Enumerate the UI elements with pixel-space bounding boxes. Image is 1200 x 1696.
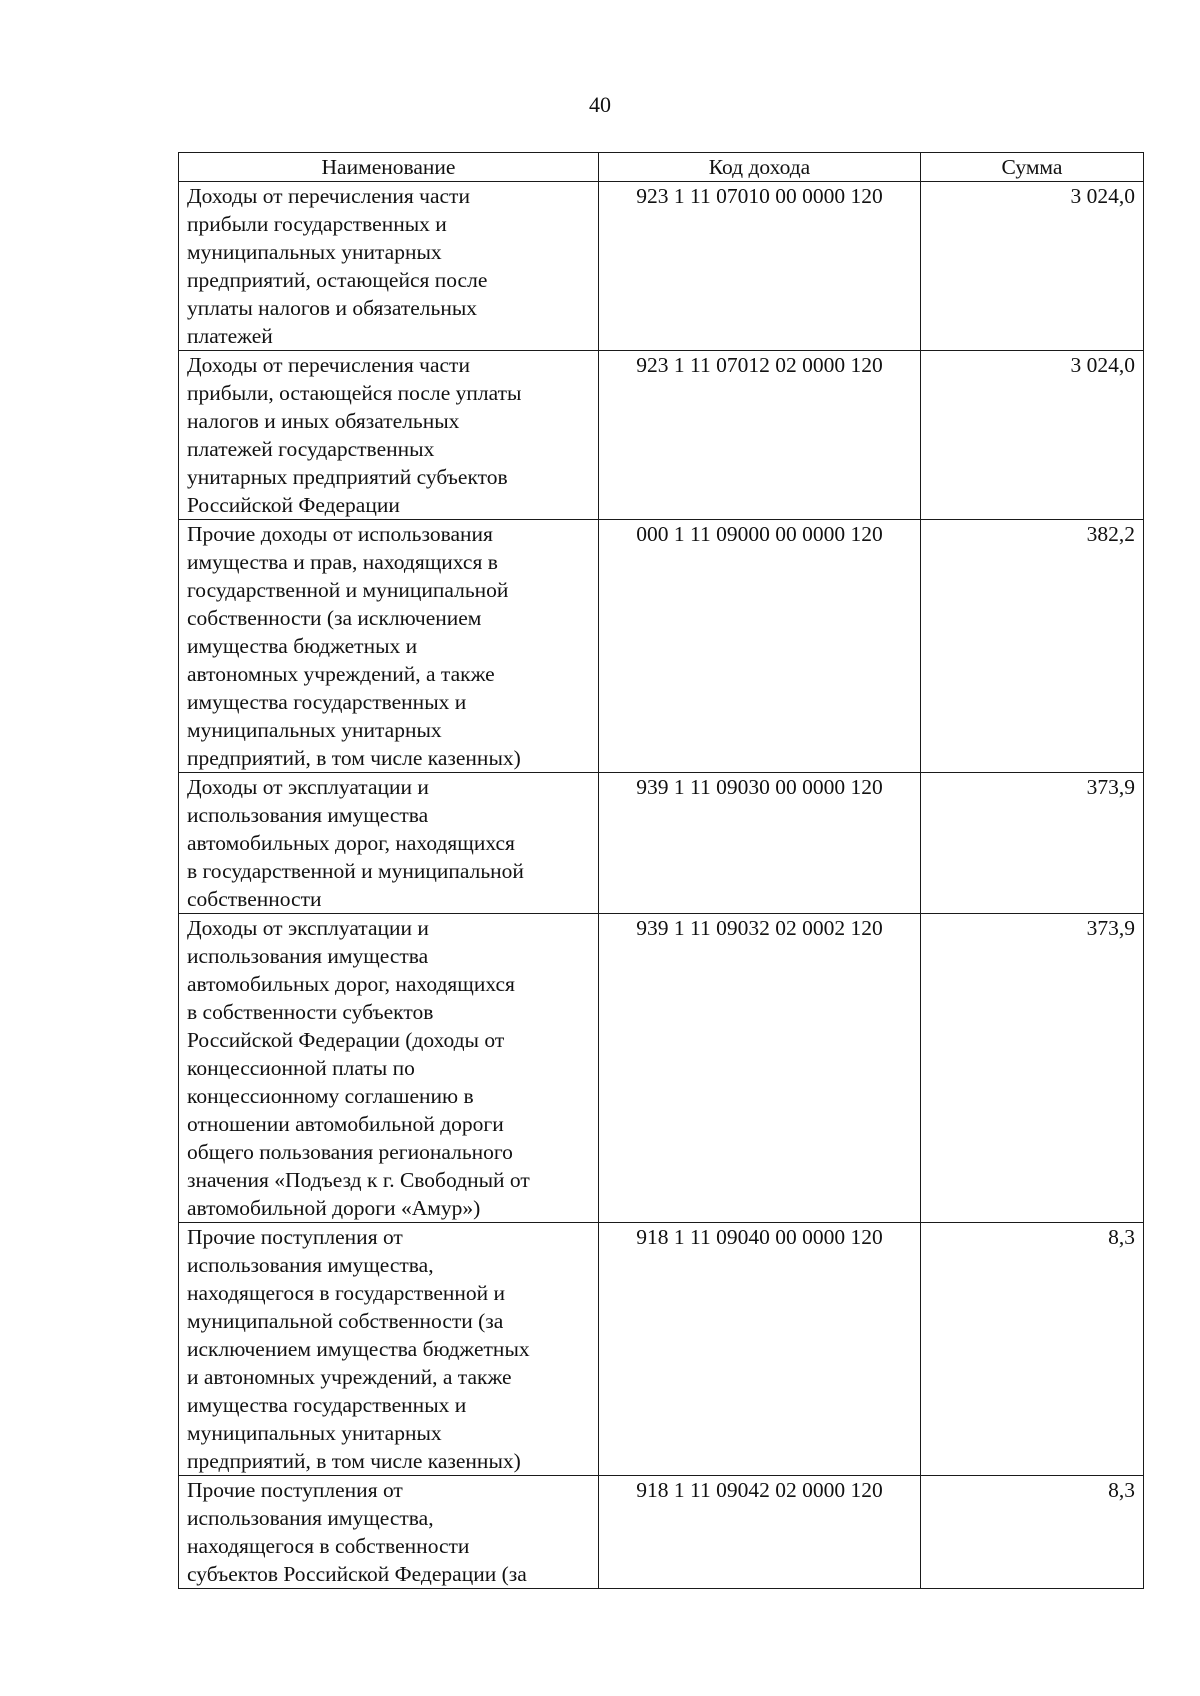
revenue-sum-cell: 3 024,0	[921, 182, 1144, 351]
revenue-name-cell	[179, 1476, 599, 1589]
revenue-name-line: Доходы от перечисления части	[187, 353, 470, 377]
revenue-name-line: платежей государственных	[187, 437, 435, 461]
revenue-name-line: имущества государственных и	[187, 690, 467, 714]
revenue-code-cell: 000 1 11 09000 00 0000 120	[599, 520, 921, 773]
column-header-code: Код дохода	[599, 153, 921, 182]
table-row	[179, 1476, 1144, 1589]
revenue-name-cell	[179, 773, 599, 914]
table-row	[179, 773, 1144, 914]
revenue-name-line: муниципальных унитарных	[187, 240, 442, 264]
revenue-name-line: Российской Федерации (доходы от	[187, 1028, 505, 1052]
revenue-name-line: использования имущества,	[187, 1253, 434, 1277]
revenue-name-line: собственности	[187, 887, 322, 911]
revenue-name-cell	[179, 182, 599, 351]
revenue-name-line: и автономных учреждений, а также	[187, 1365, 512, 1389]
revenue-name-line: муниципальной собственности (за	[187, 1309, 504, 1333]
table-row	[179, 1223, 1144, 1476]
table-row	[179, 182, 1144, 351]
revenue-name-line: унитарных предприятий субъектов	[187, 465, 508, 489]
revenue-name-line: Прочие доходы от использования	[187, 522, 493, 546]
table-body	[179, 182, 1144, 1589]
revenue-code-cell: 918 1 11 09040 00 0000 120	[599, 1223, 921, 1476]
revenue-sum-cell: 3 024,0	[921, 351, 1144, 520]
revenue-name-cell	[179, 351, 599, 520]
revenue-name-cell	[179, 520, 599, 773]
revenue-name-line: государственной и муниципальной	[187, 578, 509, 602]
revenue-sum-cell: 373,9	[921, 914, 1144, 1223]
revenue-sum-cell: 373,9	[921, 773, 1144, 914]
revenue-name-line: в государственной и муниципальной	[187, 859, 524, 883]
revenue-name-line: отношении автомобильной дороги	[187, 1112, 504, 1136]
revenue-name-line: исключением имущества бюджетных	[187, 1337, 530, 1361]
revenue-name-line: Доходы от эксплуатации и	[187, 775, 429, 799]
revenue-name-line: предприятий, в том числе казенных)	[187, 746, 521, 770]
revenue-table	[178, 152, 1144, 1589]
page-number: 40	[589, 92, 611, 117]
revenue-name-line: автомобильных дорог, находящихся	[187, 831, 515, 855]
revenue-name-line: концессионной платы по	[187, 1056, 415, 1080]
revenue-name-line: налогов и иных обязательных	[187, 409, 460, 433]
revenue-sum-cell: 8,3	[921, 1223, 1144, 1476]
revenue-name-line: автомобильной дороги «Амур»)	[187, 1196, 481, 1220]
revenue-name-line: в собственности субъектов	[187, 1000, 434, 1024]
revenue-name-cell	[179, 1223, 599, 1476]
revenue-name-line: значения «Подъезд к г. Свободный от	[187, 1168, 530, 1192]
revenue-name-line: Доходы от перечисления части	[187, 184, 470, 208]
revenue-name-line: муниципальных унитарных	[187, 718, 442, 742]
revenue-code-cell: 939 1 11 09030 00 0000 120	[599, 773, 921, 914]
revenue-name-line: автомобильных дорог, находящихся	[187, 972, 515, 996]
revenue-name-line: субъектов Российской Федерации (за	[187, 1562, 527, 1586]
column-header-name: Наименование	[179, 153, 599, 182]
revenue-code-cell: 918 1 11 09042 02 0000 120	[599, 1476, 921, 1589]
table-header-row	[179, 153, 1144, 182]
revenue-name-line: имущества бюджетных и	[187, 634, 418, 658]
column-header-sum: Сумма	[921, 153, 1144, 182]
revenue-name-line: Доходы от эксплуатации и	[187, 916, 429, 940]
revenue-code-cell: 939 1 11 09032 02 0002 120	[599, 914, 921, 1223]
table-row	[179, 914, 1144, 1223]
revenue-name-line: использования имущества	[187, 803, 429, 827]
revenue-sum-cell: 8,3	[921, 1476, 1144, 1589]
revenue-sum-cell: 382,2	[921, 520, 1144, 773]
table-row	[179, 520, 1144, 773]
revenue-name-line: имущества государственных и	[187, 1393, 467, 1417]
revenue-name-line: предприятий, остающейся после	[187, 268, 488, 292]
revenue-name-line: автономных учреждений, а также	[187, 662, 495, 686]
table-row	[179, 351, 1144, 520]
revenue-code-cell: 923 1 11 07010 00 0000 120	[599, 182, 921, 351]
revenue-code-cell: 923 1 11 07012 02 0000 120	[599, 351, 921, 520]
revenue-name-line: находящегося в собственности	[187, 1534, 470, 1558]
revenue-name-line: Прочие поступления от	[187, 1225, 403, 1249]
revenue-name-cell	[179, 914, 599, 1223]
revenue-name-line: предприятий, в том числе казенных)	[187, 1449, 521, 1473]
revenue-name-line: использования имущества	[187, 944, 429, 968]
revenue-name-line: прибыли, остающейся после уплаты	[187, 381, 522, 405]
revenue-name-line: находящегося в государственной и	[187, 1281, 506, 1305]
revenue-name-line: общего пользования регионального	[187, 1140, 513, 1164]
revenue-name-line: Российской Федерации	[187, 493, 400, 517]
revenue-name-line: уплаты налогов и обязательных	[187, 296, 478, 320]
revenue-name-line: муниципальных унитарных	[187, 1421, 442, 1445]
revenue-name-line: использования имущества,	[187, 1506, 434, 1530]
revenue-name-line: имущества и прав, находящихся в	[187, 550, 498, 574]
revenue-name-line: собственности (за исключением	[187, 606, 482, 630]
revenue-name-line: прибыли государственных и	[187, 212, 447, 236]
revenue-name-line: Прочие поступления от	[187, 1478, 403, 1502]
revenue-name-line: платежей	[187, 324, 273, 348]
revenue-name-line: концессионному соглашению в	[187, 1084, 474, 1108]
